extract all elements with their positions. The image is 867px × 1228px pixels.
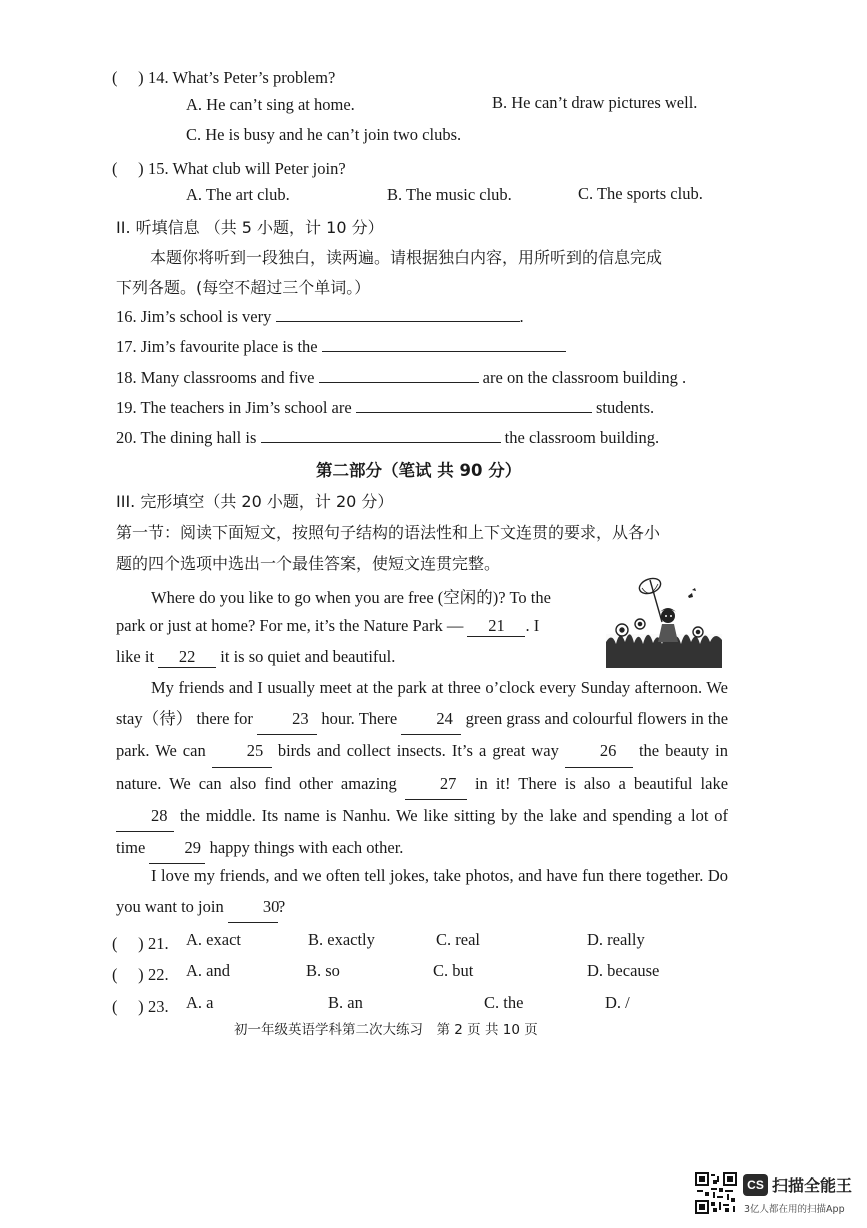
- passage-p1-line-1: Where do you like to go when you are free (空闲的)? To the: [151, 588, 551, 607]
- answer-blank[interactable]: [261, 427, 501, 443]
- passage-text: hour. There: [321, 709, 398, 729]
- option-a: A. exact: [186, 930, 241, 949]
- passage-text: it is so quiet and beautiful.: [220, 647, 396, 666]
- passage-text: birds and collect insects. It’s a great way: [277, 741, 559, 761]
- answer-paren[interactable]: ( ): [112, 159, 144, 178]
- answer-blank[interactable]: [356, 397, 592, 413]
- answer-blank[interactable]: [319, 367, 479, 383]
- blank-26[interactable]: 26: [565, 735, 633, 767]
- passage-text: My friends and I usually meet at the park at three o’clock every Sunday afternoon. We stay（待） there for: [116, 678, 728, 729]
- blank-30[interactable]: 30: [228, 891, 278, 923]
- question-14: [112, 64, 335, 88]
- option-c: C. but: [433, 961, 474, 980]
- mc-item-23: [112, 993, 732, 1017]
- q15-option-c: C. The sports club.: [578, 184, 703, 203]
- option-d: D. because: [587, 961, 660, 980]
- passage-text: like it: [116, 647, 155, 666]
- qr-code-icon: [695, 1172, 737, 1214]
- camscanner-badge: CS: [743, 1174, 768, 1196]
- option-c: C. the: [484, 993, 524, 1012]
- item-text-end: the classroom building.: [504, 428, 660, 447]
- blank-25[interactable]: 25: [212, 735, 272, 767]
- mc-item-22: [112, 961, 732, 985]
- fill-item-18: [116, 367, 686, 388]
- option-c: C. real: [436, 930, 480, 949]
- option-a: A. and: [186, 961, 230, 980]
- passage-text: ?: [277, 897, 286, 917]
- question-15: [112, 155, 346, 179]
- item-number: 21.: [148, 934, 169, 953]
- item-text: 17. Jim’s favourite place is the: [116, 337, 318, 356]
- option-b: B. exactly: [308, 930, 375, 949]
- option-b: B. so: [306, 961, 340, 980]
- option-d: D. really: [587, 930, 645, 949]
- passage-paragraph-2: [116, 672, 728, 864]
- section-2-heading: II. 听填信息 （共 5 小题，计 10 分）: [116, 218, 384, 237]
- question-text: 15. What club will Peter join?: [148, 159, 346, 178]
- fill-item-16: [116, 306, 524, 327]
- blank-24[interactable]: 24: [401, 703, 461, 735]
- item-text-end: are on the classroom building .: [482, 368, 687, 387]
- fill-item-19: [116, 397, 654, 418]
- passage-text: the middle. Its name is Nanhu. We like sitting by the lake and spending a lot of time: [116, 805, 729, 858]
- answer-blank[interactable]: [276, 306, 520, 322]
- blank-22[interactable]: 22: [158, 647, 216, 668]
- item-text: 20. The dining hall is: [116, 428, 257, 447]
- q14-option-b: B. He can’t draw pictures well.: [492, 93, 698, 112]
- section-3-instruction-2: 题的四个选项中选出一个最佳答案，使短文连贯完整。: [116, 554, 501, 573]
- item-text: 16. Jim’s school is very: [116, 307, 272, 326]
- option-d: D. /: [605, 993, 630, 1012]
- page-footer: 初一年级英语学科第二次大练习 第 2 页 共 10 页: [234, 1022, 538, 1038]
- passage-p1-line-3: [116, 647, 395, 668]
- camscanner-subtitle: 3亿人都在用的扫描App: [744, 1204, 845, 1215]
- section-3-instruction-1: 第一节：阅读下面短文，按照句子结构的语法性和上下文连贯的要求，从各小: [116, 523, 661, 542]
- passage-paragraph-3: [116, 860, 728, 923]
- blank-28[interactable]: 28: [116, 800, 174, 832]
- item-text-end: .: [519, 307, 524, 326]
- option-b: B. an: [328, 993, 363, 1012]
- answer-blank[interactable]: [322, 336, 566, 352]
- fill-item-20: [116, 427, 659, 448]
- camscanner-title: 扫描全能王: [772, 1176, 853, 1195]
- passage-text: I love my friends, and we often tell jokes, take photos, and have fun there together. Do you want to join: [116, 866, 728, 917]
- answer-paren[interactable]: ( ): [112, 68, 144, 87]
- q15-option-b: B. The music club.: [387, 185, 512, 204]
- blank-29[interactable]: 29: [149, 832, 205, 864]
- passage-text: . I: [525, 616, 540, 635]
- passage-text: green grass and colourful flowers in the park. We can: [116, 709, 729, 761]
- q15-option-a: A. The art club.: [186, 185, 290, 204]
- item-text-end: students.: [595, 398, 655, 417]
- passage-p1-line-2: [116, 616, 539, 637]
- item-text: 19. The teachers in Jim’s school are: [116, 398, 352, 417]
- blank-27[interactable]: 27: [405, 768, 467, 800]
- blank-21[interactable]: 21: [467, 616, 525, 637]
- option-a: A. a: [186, 993, 214, 1012]
- passage-text: happy things with each other.: [209, 838, 404, 858]
- question-text: 14. What’s Peter’s problem?: [148, 68, 336, 87]
- answer-paren[interactable]: ( ): [112, 965, 144, 984]
- item-number: 22.: [148, 965, 169, 984]
- answer-paren[interactable]: ( ): [112, 934, 144, 953]
- girl-with-butterfly-net-illustration: [606, 576, 722, 668]
- section-3-heading: III. 完形填空（共 20 小题，计 20 分）: [116, 492, 394, 511]
- q14-option-c: C. He is busy and he can’t join two clubs.: [186, 125, 462, 144]
- passage-text: park or just at home? For me, it’s the Nature Park —: [116, 616, 464, 635]
- fill-item-17: [116, 336, 566, 357]
- section-2-instruction-1: 本题你将听到一段独白，读两遍。请根据独白内容，用所听到的信息完成: [150, 248, 663, 267]
- section-2-instruction-2: 下列各题。(每空不超过三个单词。）: [116, 278, 371, 297]
- part-2-title: 第二部分（笔试 共 90 分）: [316, 461, 522, 480]
- q14-option-a: A. He can’t sing at home.: [186, 95, 355, 114]
- answer-paren[interactable]: ( ): [112, 997, 144, 1016]
- item-number: 23.: [148, 997, 169, 1016]
- passage-text: in it! There is also a beautiful lake: [474, 773, 729, 793]
- blank-23[interactable]: 23: [257, 703, 317, 735]
- passage-text: the beauty in nature. We can also find other amazing: [116, 741, 729, 793]
- item-text: 18. Many classrooms and five: [116, 368, 315, 387]
- mc-item-21: [112, 930, 732, 954]
